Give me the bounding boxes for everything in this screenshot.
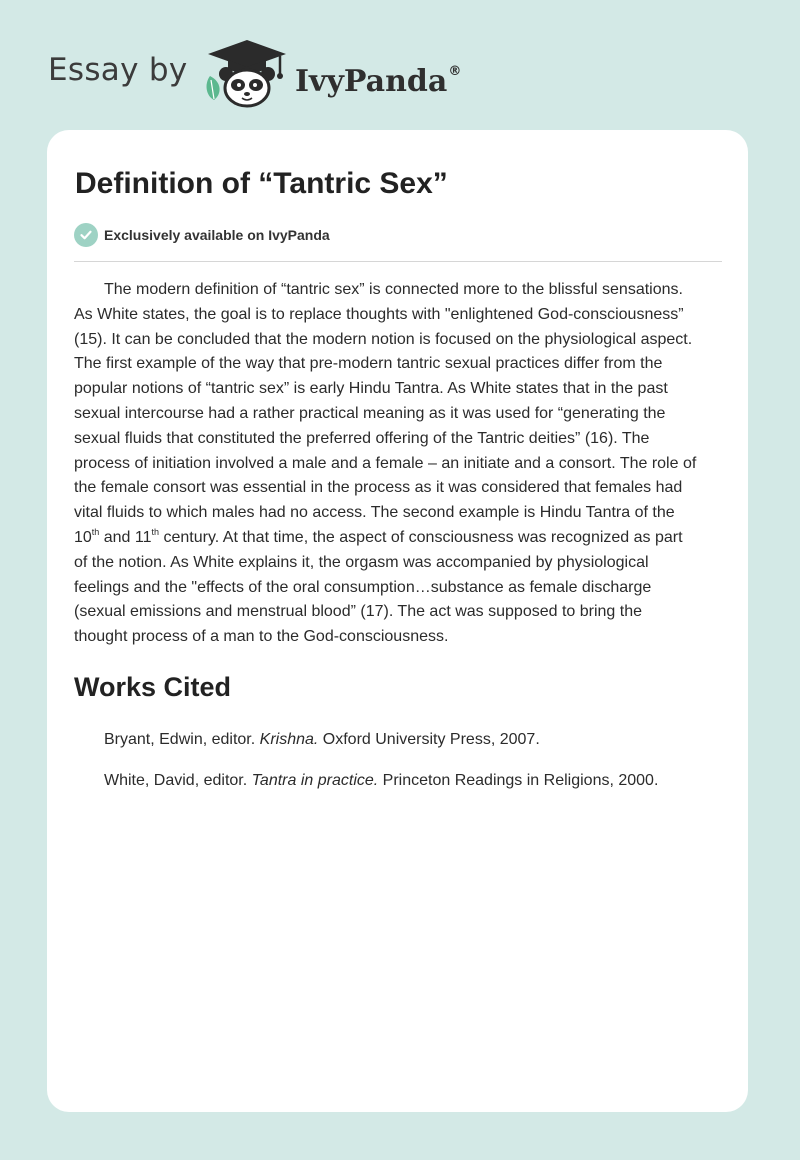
site-header (0, 0, 800, 130)
works-cited-heading: Works Cited (74, 672, 232, 702)
citation-publisher: Oxford University Press, 2007. (318, 731, 540, 748)
paragraph-line: feelings and the "effects of the oral consumption…substance as female discharge (74, 578, 652, 596)
registered-mark: ® (448, 64, 462, 79)
essay-card (47, 130, 748, 1112)
century-number: 10 (74, 528, 92, 546)
paragraph-line: process of initiation involved a male and a female – an initiate and a consort. The role of (74, 454, 697, 472)
citation-title: Krishna. (259, 731, 319, 748)
century-number: and 11 (99, 528, 152, 546)
paragraph-line: thought process of a man to the God-consciousness. (74, 628, 449, 646)
brand-prefix: Essay by (48, 52, 188, 88)
exclusive-badge-text: Exclusively available on IvyPanda (104, 227, 330, 243)
citation-entry (104, 769, 724, 793)
citation-author: White, David, editor. (104, 772, 252, 789)
ordinal-suffix: th (91, 526, 100, 537)
paragraph-line (74, 526, 726, 551)
paragraph-line: the female consort was essential in the process as it was considered that females had (74, 479, 683, 497)
paragraph-line: The modern definition of “tantric sex” is connected more to the blissful sensations. (104, 281, 683, 298)
paragraph-line-text: century. At that time, the aspect of consciousness was recognized as part (159, 528, 683, 546)
paragraph-line: vital fluids to which males had no access. The second example is Hindu Tantra of the (74, 504, 675, 522)
paragraph-line: The first example of the way that pre-modern tantric sexual practices differ from the (74, 355, 663, 373)
citation-entry (104, 728, 724, 752)
paragraph-line: of the notion. As White explains it, the orgasm was accompanied by physiological (74, 553, 649, 571)
citation-author: Bryant, Edwin, editor. (104, 731, 260, 748)
ordinal-suffix: th (151, 526, 160, 537)
paragraph-line: sexual intercourse had a rather practical meaning as it was used for “generating the (74, 404, 666, 422)
paragraph-line: As White states, the goal is to replace thoughts with "enlightened God-consciousness” (74, 305, 684, 323)
brand-name[interactable] (295, 52, 461, 102)
divider (74, 261, 722, 262)
paragraph-line: popular notions of “tantric sex” is early Hindu Tantra. As White states that in the past (74, 380, 668, 398)
brand-name-text: IvyPanda (295, 64, 448, 99)
check-icon (74, 223, 98, 247)
panda-graduation-cap-logo-icon[interactable] (202, 36, 292, 108)
essay-paragraph (74, 278, 726, 650)
citation-publisher: Princeton Readings in Religions, 2000. (378, 772, 659, 789)
exclusive-badge (74, 222, 330, 248)
paragraph-line: (15). It can be concluded that the modern notion is focused on the physiological aspect. (74, 330, 693, 348)
citation-title: Tantra in practice. (251, 772, 379, 789)
page-title: Definition of “Tantric Sex” (75, 167, 448, 200)
paragraph-line: sexual fluids that constituted the preferred offering of the Tantric deities” (16). The (74, 429, 650, 447)
paragraph-line: (sexual emissions and menstrual blood” (17). The act was supposed to bring the (74, 603, 643, 621)
works-cited-list (104, 728, 724, 810)
